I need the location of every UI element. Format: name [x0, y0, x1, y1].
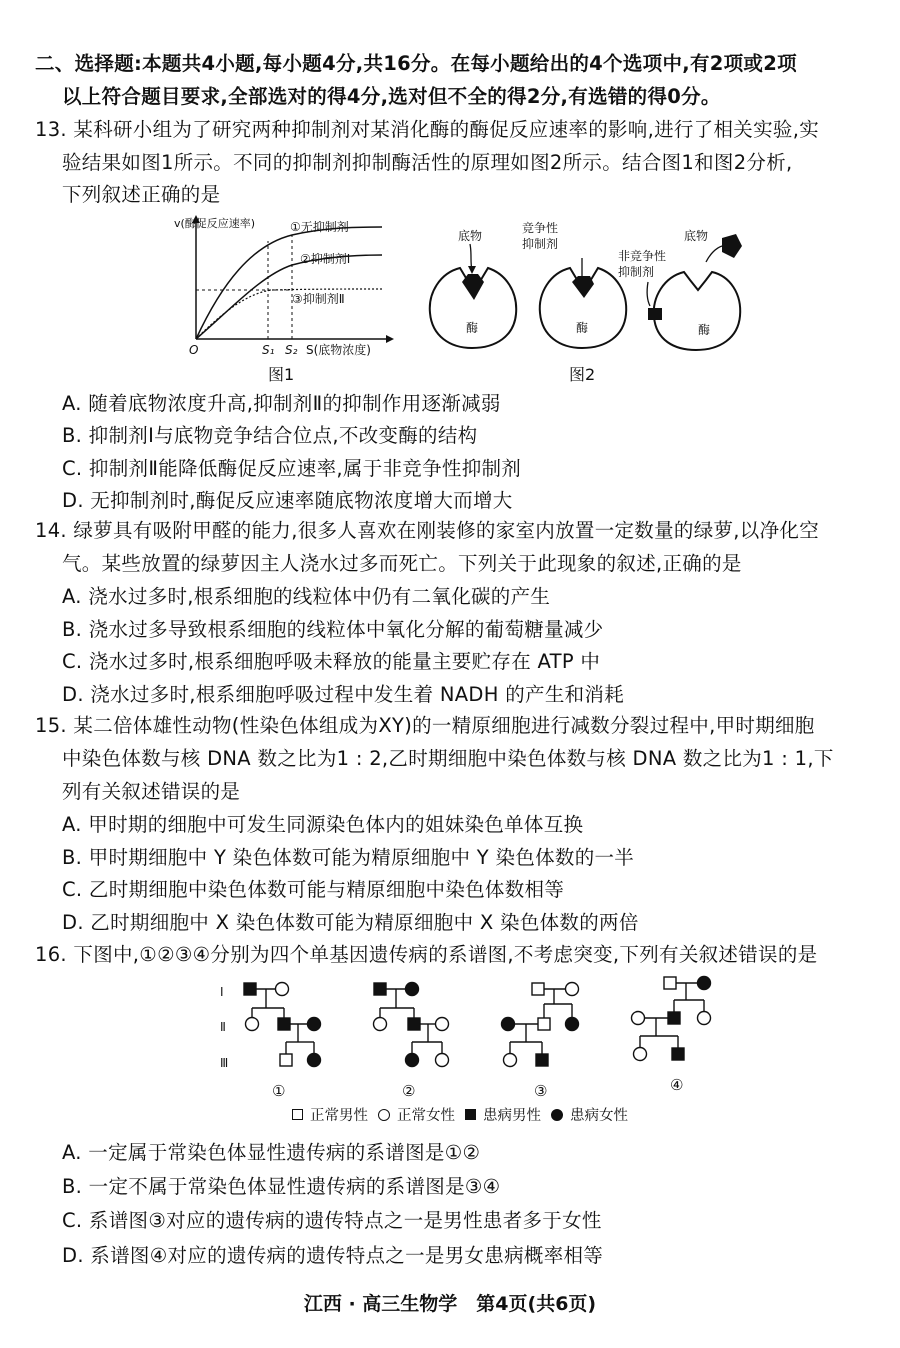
p3-i2 [566, 983, 579, 996]
legend-affected-female: 患病女性 [570, 1108, 628, 1124]
fig2-noncompetitive: 非竞争性 [618, 249, 667, 263]
q16-option-c: C. 系谱图③对应的遗传病的遗传特点之一是男性患者多于女性 [62, 1209, 602, 1232]
p3-iii1 [504, 1054, 517, 1067]
p3-iii2 [536, 1054, 548, 1066]
p4-iii1 [634, 1048, 647, 1061]
curve-no-inhibitor [196, 227, 382, 339]
q14-stem-line1: 14. 绿萝具有吸附甲醛的能力,很多人喜欢在刚装修的家室内放置一定数量的绿萝,以净化空 [35, 519, 820, 542]
arrow3 [706, 246, 722, 262]
p1-iii2 [308, 1054, 321, 1067]
p4-i2 [698, 977, 711, 990]
fig2-enzyme1: 酶 [466, 321, 479, 335]
figure2-inhibition-diagram [422, 218, 762, 358]
figure1-rate-chart [172, 213, 402, 358]
pedigree-legend [292, 1104, 628, 1125]
normal-female-symbol [378, 1109, 390, 1121]
fig2-enzyme2: 酶 [576, 321, 589, 335]
q15-option-a: A. 甲时期的细胞中可发生同源染色体内的姐妹染色单体互换 [62, 813, 584, 836]
legend-affected-male: 患病男性 [483, 1108, 541, 1124]
q13-stem-line3: 下列叙述正确的是 [62, 183, 221, 206]
fig1-curve1-label: ①无抑制剂 [290, 220, 349, 234]
p2-iii1 [406, 1054, 419, 1067]
fig2-competitive2: 抑制剂 [522, 237, 559, 251]
q14-option-b: B. 浇水过多导致根系细胞的线粒体中氧化分解的葡萄糖量减少 [62, 618, 604, 641]
gen-label-3: Ⅲ [220, 1056, 229, 1070]
p2-ii2 [408, 1018, 420, 1030]
p3-ii1 [502, 1018, 515, 1031]
p1-iii1 [280, 1054, 292, 1066]
fig2-enzyme3: 酶 [698, 323, 711, 337]
fig1-curve2-label: ②抑制剂Ⅰ [300, 252, 351, 266]
p3-ii2 [538, 1018, 550, 1030]
section-header-line2: 以上符合题目要求,全部选对的得4分,选对但不全的得2分,有选错的得0分。 [62, 85, 721, 108]
pedigree-label-1: ① [272, 1082, 286, 1100]
fig2-competitive: 竞争性 [522, 221, 559, 235]
arrow4 [647, 282, 650, 306]
q13-stem-line1: 13. 某科研小组为了研究两种抑制剂对某消化酶的酶促反应速率的影响,进行了相关实验,实 [35, 118, 820, 141]
p4-iii2 [672, 1048, 684, 1060]
legend-normal-female: 正常女性 [397, 1108, 455, 1124]
p2-i2 [406, 983, 419, 996]
q13-stem-line2: 验结果如图1所示。不同的抑制剂抑制酶活性的原理如图2所示。结合图1和图2分析, [62, 151, 793, 174]
pedigree-label-3: ③ [534, 1082, 548, 1100]
p4-ii1 [632, 1012, 645, 1025]
page-footer: 江西 · 高三生物学 第4页(共6页) [303, 1293, 597, 1315]
q15-stem-line1: 15. 某二倍体雄性动物(性染色体组成为XY)的一精原细胞进行减数分裂过程中,甲时期细胞 [35, 714, 815, 737]
gen-label-1: Ⅰ [220, 985, 224, 999]
fig1-s1: S₁ [262, 343, 275, 357]
q16-option-b: B. 一定不属于常染色体显性遗传病的系谱图是③④ [62, 1175, 501, 1198]
p2-i1 [374, 983, 386, 995]
q15-option-c: C. 乙时期细胞中染色体数可能与精原细胞中染色体数相等 [62, 878, 565, 901]
fig2-substrate1: 底物 [458, 229, 483, 243]
fig2-substrate3: 底物 [684, 229, 709, 243]
p2-ii3 [436, 1018, 449, 1031]
affected-male-symbol [465, 1109, 476, 1120]
p1-i2 [276, 983, 289, 996]
p2-ii1 [374, 1018, 387, 1031]
noncompetitive-inhibitor [648, 308, 662, 320]
fig1-origin: O [189, 343, 199, 357]
pedigree-1 [244, 983, 321, 1067]
fig2-noncompetitive2: 抑制剂 [618, 265, 655, 279]
affected-female-symbol [551, 1109, 563, 1121]
q14-stem-line2: 气。某些放置的绿萝因主人浇水过多而死亡。下列关于此现象的叙述,正确的是 [62, 552, 742, 575]
q13-option-b: B. 抑制剂Ⅰ与底物竞争结合位点,不改变酶的结构 [62, 424, 478, 447]
pedigree-charts [210, 970, 730, 1100]
pedigree-label-4: ④ [670, 1076, 684, 1094]
q13-option-a: A. 随着底物浓度升高,抑制剂Ⅱ的抑制作用逐渐减弱 [62, 392, 501, 415]
p3-i1 [532, 983, 544, 995]
x-axis-arrow [386, 335, 394, 343]
q16-stem: 16. 下图中,①②③④分别为四个单基因遗传病的系谱图,不考虑突变,下列有关叙述错误的是 [35, 943, 818, 966]
p4-ii2 [668, 1012, 680, 1024]
p4-ii3 [698, 1012, 711, 1025]
curve-inhibitor-1 [196, 255, 382, 339]
q16-option-a: A. 一定属于常染色体显性遗传病的系谱图是①② [62, 1141, 481, 1164]
curve-inhibitor-2 [196, 289, 382, 339]
arrow1-head [468, 266, 476, 274]
gen-label-2: Ⅱ [220, 1020, 226, 1034]
q14-option-d: D. 浇水过多时,根系细胞呼吸过程中发生着 NADH 的产生和消耗 [62, 683, 625, 706]
p4-i1 [664, 977, 676, 989]
q15-stem-line2: 中染色体数与核 DNA 数之比为1 : 2,乙时期细胞中染色体数与核 DNA 数之比为1 : 1,下 [62, 747, 834, 770]
q15-stem-line3: 列有关叙述错误的是 [62, 780, 241, 803]
figure1-caption: 图1 [268, 365, 295, 384]
q13-option-c: C. 抑制剂Ⅱ能降低酶促反应速率,属于非竞争性抑制剂 [62, 457, 522, 480]
p1-i1 [244, 983, 256, 995]
q14-option-a: A. 浇水过多时,根系细胞的线粒体中仍有二氧化碳的产生 [62, 585, 551, 608]
p1-ii2 [278, 1018, 290, 1030]
figure2-caption: 图2 [569, 365, 596, 384]
fig1-ylabel: v(酶促反应速率) [174, 217, 256, 230]
enzyme3-shape [654, 272, 740, 350]
pedigree-label-2: ② [402, 1082, 416, 1100]
pedigree-2 [374, 983, 449, 1067]
fig1-s2: S₂ [285, 343, 298, 357]
pedigree-4 [632, 977, 711, 1061]
normal-male-symbol [292, 1109, 303, 1120]
fig1-curve3-label: ③抑制剂Ⅱ [292, 292, 345, 306]
p1-ii3 [308, 1018, 321, 1031]
q15-option-d: D. 乙时期细胞中 X 染色体数可能为精原细胞中 X 染色体数的两倍 [62, 911, 639, 934]
q14-option-c: C. 浇水过多时,根系细胞呼吸未释放的能量主要贮存在 ATP 中 [62, 650, 601, 673]
section-header-line1: 二、选择题:本题共4小题,每小题4分,共16分。在每小题给出的4个选项中,有2项或2项 [35, 52, 797, 75]
legend-normal-male: 正常男性 [310, 1108, 368, 1124]
pedigree-3 [502, 983, 579, 1067]
p1-ii1 [246, 1018, 259, 1031]
fig1-xlabel: S(底物浓度) [306, 343, 371, 357]
p3-ii3 [566, 1018, 579, 1031]
q13-option-d: D. 无抑制剂时,酶促反应速率随底物浓度增大而增大 [62, 489, 513, 512]
q15-option-b: B. 甲时期细胞中 Y 染色体数可能为精原细胞中 Y 染色体数的一半 [62, 846, 635, 869]
p2-iii2 [436, 1054, 449, 1067]
q16-option-d: D. 系谱图④对应的遗传病的遗传特点之一是男女患病概率相等 [62, 1244, 604, 1267]
substrate3 [722, 234, 742, 258]
